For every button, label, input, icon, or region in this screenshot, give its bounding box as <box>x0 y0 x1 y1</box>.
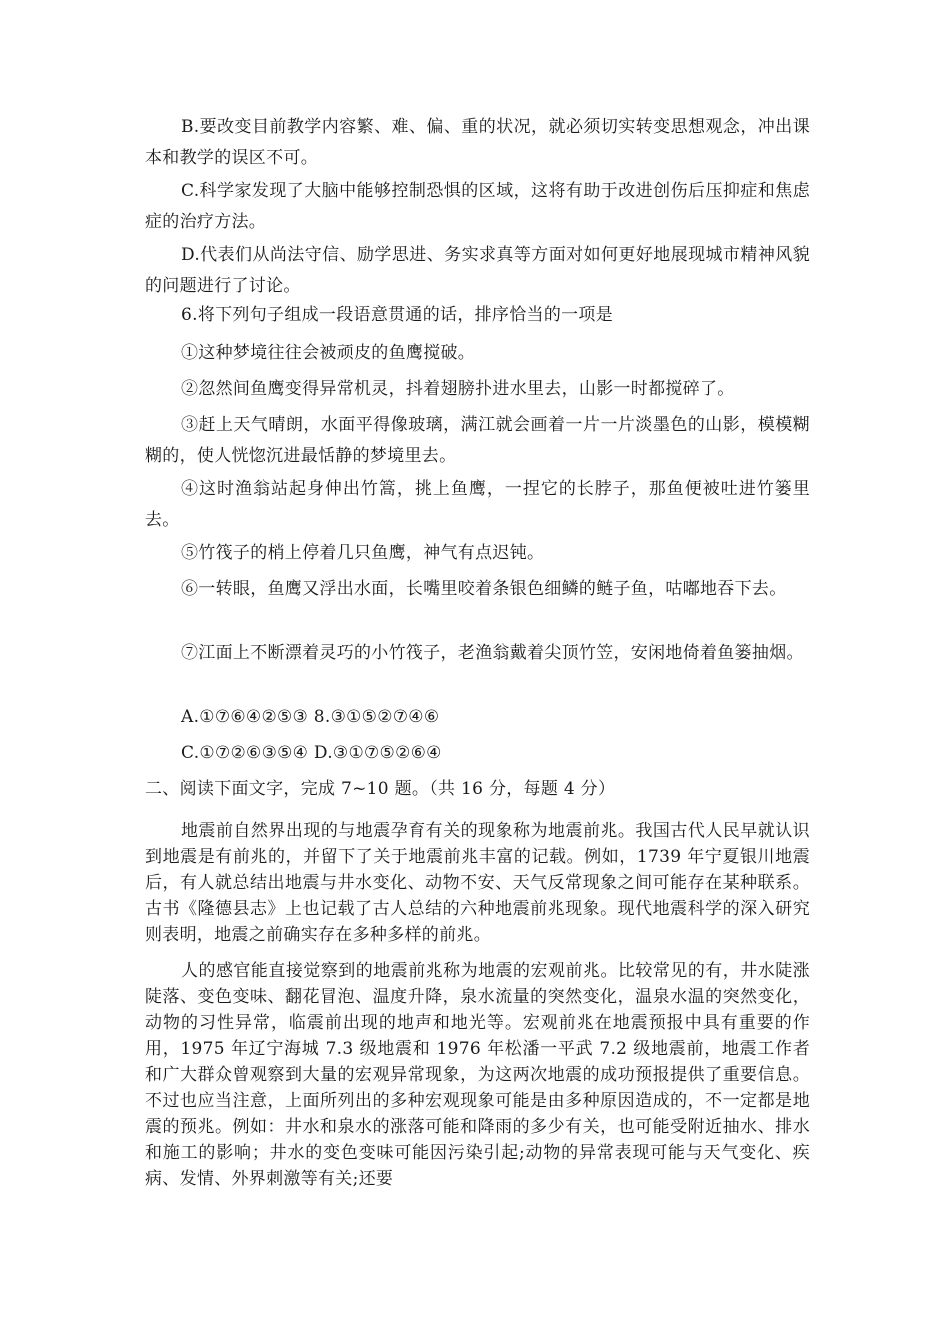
q6-sentence-5: ⑤竹筏子的梢上停着几只鱼鹰，神气有点迟钝。 <box>181 543 545 563</box>
q6-sentence-1: ①这种梦境往往会被顽皮的鱼鹰搅破。 <box>181 343 476 363</box>
q5-option-d: D.代表们从尚法守信、励学思进、务实求真等方面对如何更好地展现城市精神风貌的问题进行了讨论。 <box>145 245 810 296</box>
q6-sentence-7: ⑦江面上不断漂着灵巧的小竹筏子，老渔翁戴着尖顶竹笠，安闲地倚着鱼篓抽烟。 <box>181 643 804 663</box>
q5-option-b: B.要改变目前教学内容繁、难、偏、重的状况，就必须切实转变思想观念，冲出课本和教学的误区不可。 <box>145 117 810 168</box>
q6-sentence-6: ⑥一转眼，鱼鹰又浮出水面，长嘴里咬着条银色细鳞的鲢子鱼，咕嘟地吞下去。 <box>181 579 787 599</box>
q6-stem: 6.将下列句子组成一段语意贯通的话，排序恰当的一项是 <box>181 305 614 325</box>
q6-sentence-3: ③赶上天气晴朗，水面平得像玻璃，满江就会画着一片一片淡墨色的山影，模模糊糊的，使人恍惚沉进最恬静的梦境里去。 <box>145 415 810 466</box>
q6-sentence-4: ④这时渔翁站起身伸出竹篙，挑上鱼鹰，一捏它的长脖子，那鱼便被吐进竹篓里去。 <box>145 479 810 530</box>
q6-sentence-2: ②忽然间鱼鹰变得异常机灵，抖着翅膀扑进水里去，山影一时都搅碎了。 <box>181 379 735 399</box>
passage-paragraph-1: 地震前自然界出现的与地震孕育有关的现象称为地震前兆。我国古代人民早就认识到地震是有前兆的，并留下了关于地震前兆丰富的记载。例如，1739 年宁夏银川地震后，有人就总结出地震与井水变化、动物不安、天气反常现象之间可能存在某种联系。古书《隆德县志》上也记载了古人总结的六种地震前兆现象。现代地震科学的深入研究则表明，地震之前确实存在多种多样的前兆。 <box>145 821 810 945</box>
passage-paragraph-2: 人的感官能直接觉察到的地震前兆称为地震的宏观前兆。比较常见的有，井水陡涨陡落、变色变味、翻花冒泡、温度升降，泉水流量的突然变化，温泉水温的突然变化，动物的习性异常，临震前出现的地声和地光等。宏观前兆在地震预报中具有重要的作用，1975 年辽宁海城 7.3 级地震和 1976 年松潘一平武 7.2 级地震前，地震工作者和广大群众曾观察到大量的宏观异常现象，为这两次地震的成功预报提供了重要信息。不过也应当注意，上面所列出的多种宏观现象可能是由多种原因造成的，不一定都是地震的预兆。例如：井水和泉水的涨落可能和降雨的多少有关，也可能受附近抽水、排水和施工的影响；井水的变色变味可能因污染引起;动物的异常表现可能与天气变化、疾病、发情、外界刺激等有关;还要 <box>145 961 810 1189</box>
q5-option-c: C.科学家发现了大脑中能够控制恐惧的区域，这将有助于改进创伤后压抑症和焦虑症的治疗方法。 <box>145 181 810 232</box>
q6-options-cd: C.①⑦②⑥③⑤④ D.③①⑦⑤②⑥④ <box>181 743 442 763</box>
section-heading: 二、阅读下面文字，完成 7~10 题。（共 16 分，每题 4 分） <box>145 779 616 799</box>
q6-options-ab: A.①⑦⑥④②⑤③ 8.③①⑤②⑦④⑥ <box>181 707 440 727</box>
